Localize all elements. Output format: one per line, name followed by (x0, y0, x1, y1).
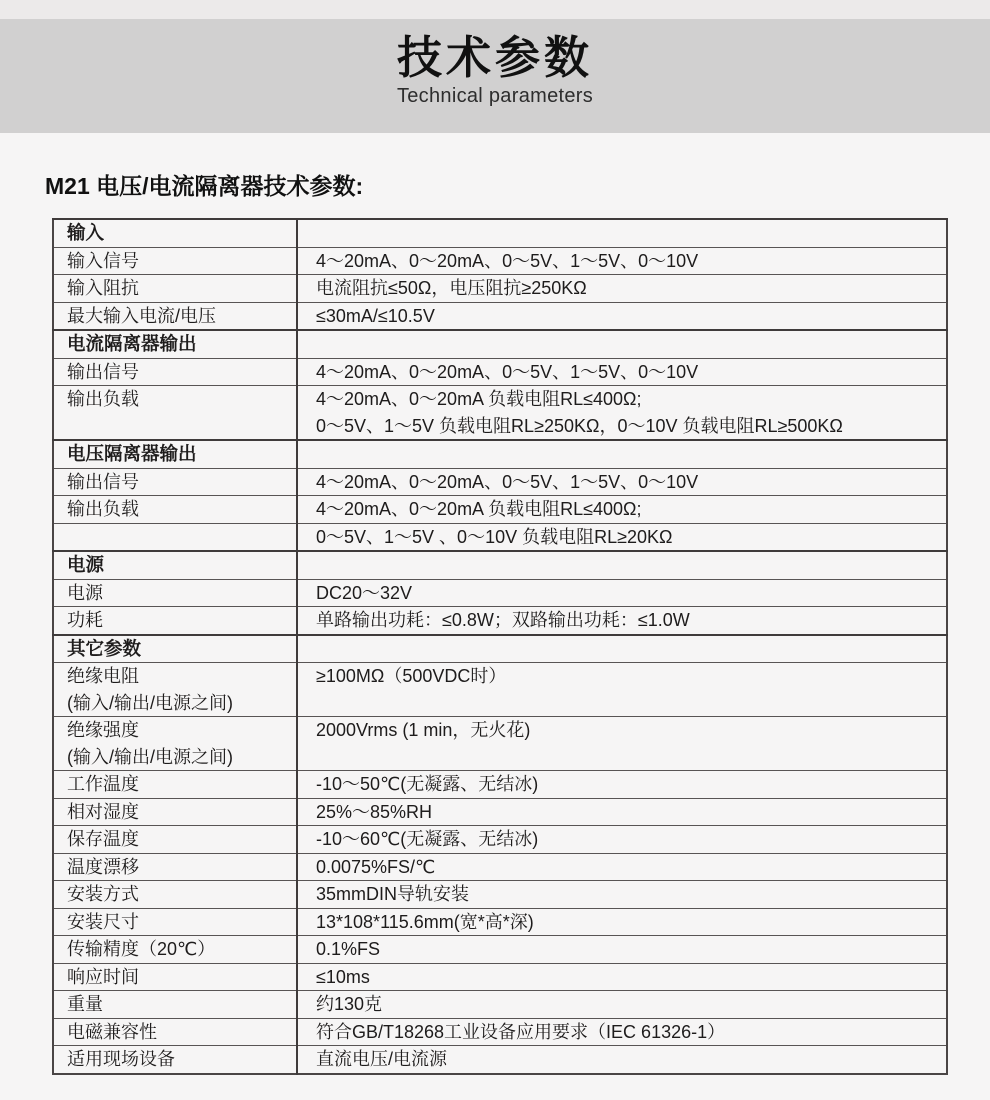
param-value-cell (297, 1046, 947, 1074)
param-value-cell (297, 1018, 947, 1046)
spec-row (53, 358, 947, 386)
param-value-cell (297, 440, 947, 468)
param-value-cell (297, 468, 947, 496)
param-value-cell (297, 635, 947, 663)
spec-row (53, 302, 947, 330)
param-label: 电磁兼容性 (67, 1021, 157, 1042)
param-label: 电源 (67, 554, 105, 575)
top-strip (0, 0, 990, 19)
param-value: 4～20mA、0～20mA 负载电阻RL≤400Ω; (316, 499, 642, 519)
param-label-cell (53, 717, 297, 771)
spec-row (53, 853, 947, 881)
section-label-cell (53, 330, 297, 358)
page-title: 技术参数 (396, 32, 593, 83)
param-label: 保存温度 (67, 829, 139, 849)
param-value-line2: 0～5V、1～5V 负载电阻RL≥250KΩ，0～10V 负载电阻RL≥500KΩ (316, 415, 843, 436)
param-label: 响应时间 (67, 966, 139, 987)
param-value: 4～20mA、0～20mA、0～5V、1～5V、0～10V (316, 250, 699, 271)
param-label: 绝缘电阻 (67, 666, 139, 686)
spec-row (53, 607, 947, 635)
param-label-cell (53, 496, 297, 524)
param-label-cell (53, 963, 297, 991)
param-value: 单路输出功耗：≤0.8W；双路输出功耗：≤1.0W (316, 610, 690, 630)
param-label: 电流隔离器输出 (67, 333, 197, 354)
param-value: 0～5V、1～5V 、0～10V 负载电阻RL≥20KΩ (316, 526, 673, 547)
param-value: 35mmDIN导轨安装 (316, 884, 470, 904)
intro-heading: M21 电压/电流隔离器技术参数: (45, 173, 364, 199)
param-value: 约130克 (316, 994, 383, 1014)
spec-row (53, 468, 947, 496)
spec-row (53, 771, 947, 799)
spec-row (53, 908, 947, 936)
param-value: 0.1%FS (316, 939, 381, 959)
section-row (53, 440, 947, 468)
param-label: 安装尺寸 (67, 911, 139, 932)
spec-row (53, 826, 947, 854)
param-label-cell (53, 523, 297, 551)
param-label: 输出信号 (67, 471, 139, 492)
param-label-cell (53, 247, 297, 275)
param-label-cell (53, 853, 297, 881)
param-label-cell (53, 908, 297, 936)
param-label: 温度漂移 (67, 856, 139, 877)
param-value: 2000Vrms (1 min，无火花) (316, 720, 531, 740)
param-value-cell (297, 771, 947, 799)
section-row (53, 635, 947, 663)
param-label-cell (53, 1046, 297, 1074)
spec-row (53, 579, 947, 607)
param-value: ≥100MΩ（500VDC时） (316, 666, 507, 686)
param-value: 直流电压/电流源 (316, 1049, 448, 1069)
param-label-cell (53, 386, 297, 441)
param-label: 相对湿度 (67, 801, 139, 822)
section-row (53, 219, 947, 247)
param-label: 工作温度 (67, 774, 139, 794)
spec-row (53, 275, 947, 303)
param-label-cell (53, 798, 297, 826)
param-label: 其它参数 (67, 637, 142, 659)
section-label-cell (53, 219, 297, 247)
spec-row (53, 496, 947, 524)
param-value: DC20～32V (316, 582, 413, 603)
section-row (53, 551, 947, 579)
param-label: 电压隔离器输出 (67, 443, 197, 464)
param-label: 输入信号 (67, 250, 139, 271)
section-row (53, 330, 947, 358)
spec-row (53, 663, 947, 717)
param-value: 4～20mA、0～20mA、0～5V、1～5V、0～10V (316, 361, 699, 382)
param-value: -10～50℃(无凝露、无结冰) (316, 774, 539, 794)
param-label-line2: (输入/输出/电源之间) (67, 746, 233, 767)
param-value: 25%～85%RH (316, 801, 433, 822)
param-value: 13*108*115.6mm(宽*高*深) (316, 911, 534, 932)
section-label-cell (53, 551, 297, 579)
param-value-cell (297, 963, 947, 991)
header-band (0, 19, 990, 133)
spec-row (53, 717, 947, 771)
param-label-cell (53, 275, 297, 303)
param-label: 绝缘强度 (67, 720, 139, 740)
param-value-cell (297, 607, 947, 635)
param-value-cell (297, 302, 947, 330)
param-label-cell (53, 936, 297, 964)
param-label: 传输精度（20℃） (67, 939, 216, 959)
param-label-cell (53, 358, 297, 386)
param-label: 重量 (67, 994, 103, 1014)
param-label: 电源 (67, 582, 103, 603)
param-label: 输出信号 (67, 361, 139, 382)
param-value-cell (297, 275, 947, 303)
param-label: 安装方式 (67, 884, 139, 904)
param-value-cell (297, 247, 947, 275)
param-label: 输出负载 (67, 389, 139, 409)
param-label-cell (53, 302, 297, 330)
param-label-line2: (输入/输出/电源之间) (67, 692, 233, 713)
param-value-cell (297, 881, 947, 909)
spec-row (53, 247, 947, 275)
content-area (0, 172, 990, 1075)
spec-row (53, 1046, 947, 1074)
param-value-cell (297, 523, 947, 551)
param-value-cell (297, 219, 947, 247)
spec-row (53, 386, 947, 441)
param-label-cell (53, 663, 297, 717)
param-label-cell (53, 771, 297, 799)
param-label: 功耗 (67, 610, 103, 630)
param-value: ≤30mA/≤10.5V (316, 305, 435, 326)
param-label-cell (53, 607, 297, 635)
spec-row (53, 798, 947, 826)
param-value-cell (297, 853, 947, 881)
spec-row (53, 1018, 947, 1046)
param-value: 0.0075%FS/℃ (316, 856, 436, 877)
param-label-cell (53, 468, 297, 496)
spec-row (53, 963, 947, 991)
param-value: ≤10ms (316, 966, 370, 987)
param-value: 符合GB/T18268工业设备应用要求（IEC 61326-1） (316, 1021, 726, 1042)
param-label: 适用现场设备 (67, 1049, 175, 1069)
param-label-cell (53, 1018, 297, 1046)
param-value-cell (297, 663, 947, 717)
param-value: 4～20mA、0～20mA、0～5V、1～5V、0～10V (316, 471, 699, 492)
param-value-cell (297, 936, 947, 964)
spec-row (53, 991, 947, 1019)
spec-row (53, 936, 947, 964)
param-value-cell (297, 798, 947, 826)
param-value: 电流阻抗≤50Ω，电压阻抗≥250KΩ (316, 278, 587, 298)
param-value-cell (297, 496, 947, 524)
param-value-cell (297, 717, 947, 771)
spec-row (53, 523, 947, 551)
param-label-cell (53, 991, 297, 1019)
param-label: 输入 (67, 222, 105, 243)
param-value: 4～20mA、0～20mA 负载电阻RL≤400Ω; (316, 389, 642, 409)
param-label-cell (53, 826, 297, 854)
param-value-cell (297, 826, 947, 854)
param-value-cell (297, 551, 947, 579)
param-value-cell (297, 991, 947, 1019)
param-value-cell (297, 908, 947, 936)
section-label-cell (53, 635, 297, 663)
spec-table (52, 218, 948, 1075)
param-value-cell (297, 330, 947, 358)
param-value-cell (297, 579, 947, 607)
param-label: 输入阻抗 (67, 278, 139, 298)
param-label: 最大输入电流/电压 (67, 305, 217, 326)
spec-row (53, 881, 947, 909)
page-subtitle: Technical parameters (396, 85, 594, 107)
param-value-cell (297, 358, 947, 386)
param-value: -10～60℃(无凝露、无结冰) (316, 829, 539, 849)
param-label-cell (53, 881, 297, 909)
param-label: 输出负载 (67, 499, 139, 519)
section-label-cell (53, 440, 297, 468)
param-value-cell (297, 386, 947, 441)
param-label-cell (53, 579, 297, 607)
